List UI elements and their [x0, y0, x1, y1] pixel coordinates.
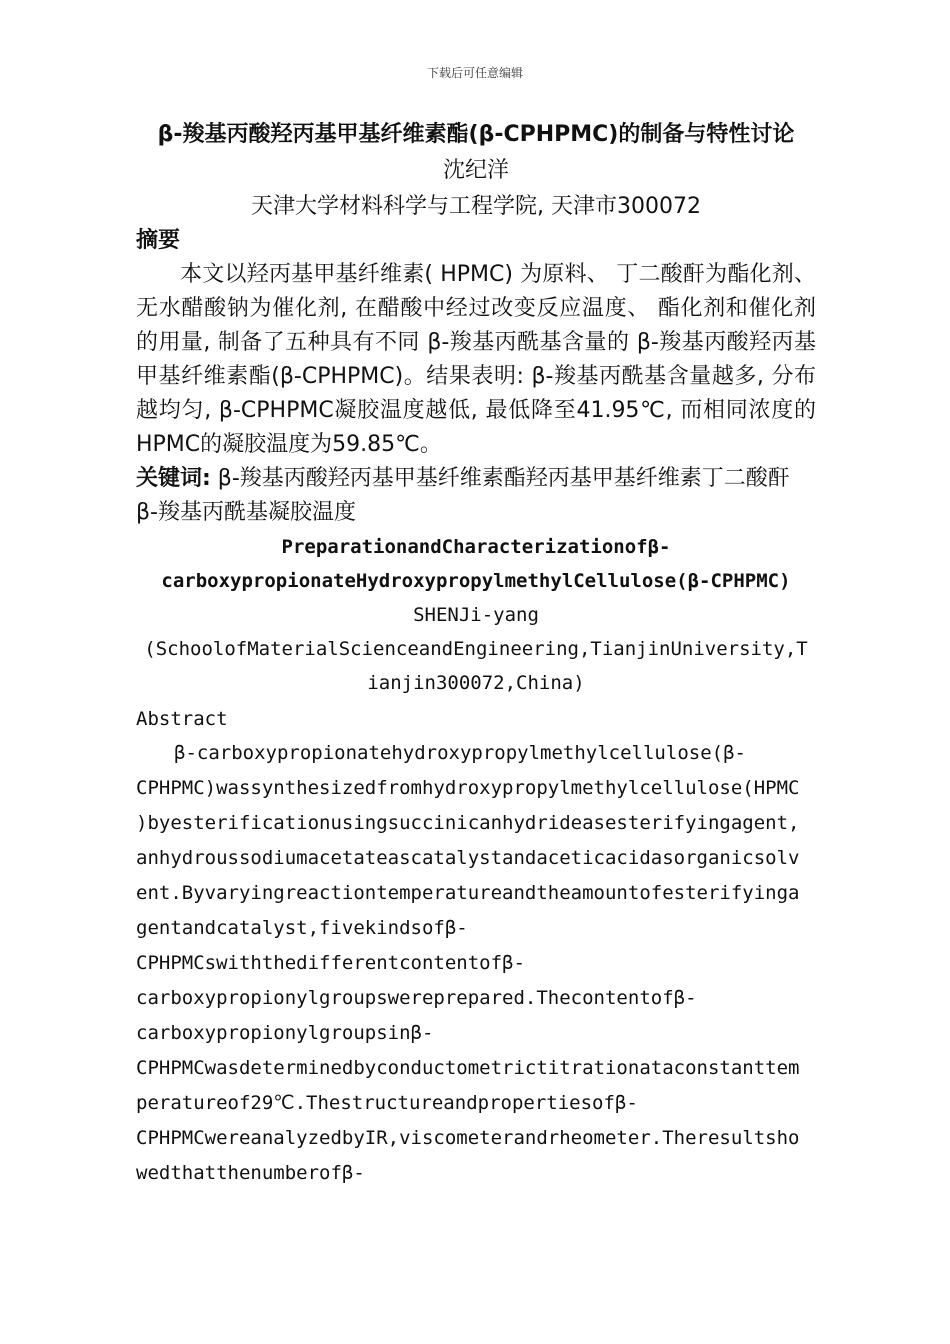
affiliation-cn: 天津大学材料科学与工程学院, 天津市300072 [251, 194, 701, 219]
paper-title-cn: β-羧基丙酸羟丙基甲基纤维素酯(β-CPHPMC)的制备与特性讨论 [157, 122, 795, 147]
abstract-en-line: carboxypropionylgroupsinβ- [136, 1022, 434, 1044]
abstract-en-line: CPHPMC)wassynthesizedfromhydroxypropylmethylcellulose(HPMC [136, 777, 800, 799]
affiliation-en-line-2: ianjin300072,China) [367, 672, 585, 694]
abstract-en-line: carboxypropionylgroupswereprepared.Thecontentofβ- [136, 987, 697, 1009]
paper-title-en-line-1: PreparationandCharacterizationofβ- [281, 536, 671, 558]
abstract-en-line: ent.Byvaryingreactiontemperatureandtheamountofesterifyinga [136, 882, 800, 904]
abstract-en-line: CPHPMCwereanalyzedbyIR,viscometerandrheometer.Theresultsho [136, 1127, 800, 1149]
abstract-en-line: wedthatthenumberofβ- [136, 1162, 365, 1184]
abstract-en-line: )byesterificationusingsuccinicanhydrideasesterifyingagent, [136, 812, 800, 834]
keywords-cn [136, 462, 816, 530]
abstract-en-line: gentandcatalyst,fivekindsofβ- [136, 917, 468, 939]
abstract-heading-en: Abstract [136, 708, 228, 730]
author-name-en: SHENJi-yang [413, 604, 539, 626]
abstract-en-line: peratureof29℃.Thestructureandpropertiesofβ- [136, 1092, 638, 1114]
abstract-text-cn: 本文以羟丙基甲基纤维素( HPMC) 为原料、 丁二酸酐为酯化剂、 无水醋酸钠为催化剂, 在醋酸中经过改变反应温度、 酯化剂和催化剂的用量, 制备了五种具有不同 β-羧基丙酰基含量的 β-羧基丙酸羟丙基甲基纤维素酯(β-CPHPMC)。结果表明: β-羧基丙酰基含量越多, 分布越均匀, β-CPHPMC凝胶温度越低, 最低降至41.95℃, 而相同浓度的HPMC的凝胶温度为59.85℃。 [136, 262, 816, 457]
keywords-label-cn: 关键词: [136, 466, 211, 491]
page-header-note: 下载后可任意编辑 [426, 66, 523, 80]
document-body [136, 118, 816, 1191]
paper-title-en-line-2: carboxypropionateHydroxypropylmethylCellulose(β-CPHPMC) [161, 570, 791, 592]
abstract-en-line: CPHPMCwasdeterminedbyconductometrictitrationataconstanttem [136, 1057, 800, 1079]
author-name-cn: 沈纪洋 [442, 158, 509, 183]
keywords-text-cn: β-羧基丙酸羟丙基甲基纤维素酯羟丙基甲基纤维素丁二酸酐 β-羧基丙酰基凝胶温度 [136, 466, 790, 525]
abstract-en-line: β-carboxypropionatehydroxypropylmethylcellulose(β- [174, 742, 746, 764]
affiliation-en-line-1: (SchoolofMaterialScienceandEngineering,TianjinUniversity,T [144, 638, 808, 660]
abstract-heading-cn: 摘要 [136, 228, 181, 253]
abstract-en-line: CPHPMCswiththedifferentcontentofβ- [136, 952, 525, 974]
abstract-en-line: anhydroussodiumacetateascatalystandaceticacidasorganicsolv [136, 847, 800, 869]
abstract-text-en [136, 736, 816, 1191]
